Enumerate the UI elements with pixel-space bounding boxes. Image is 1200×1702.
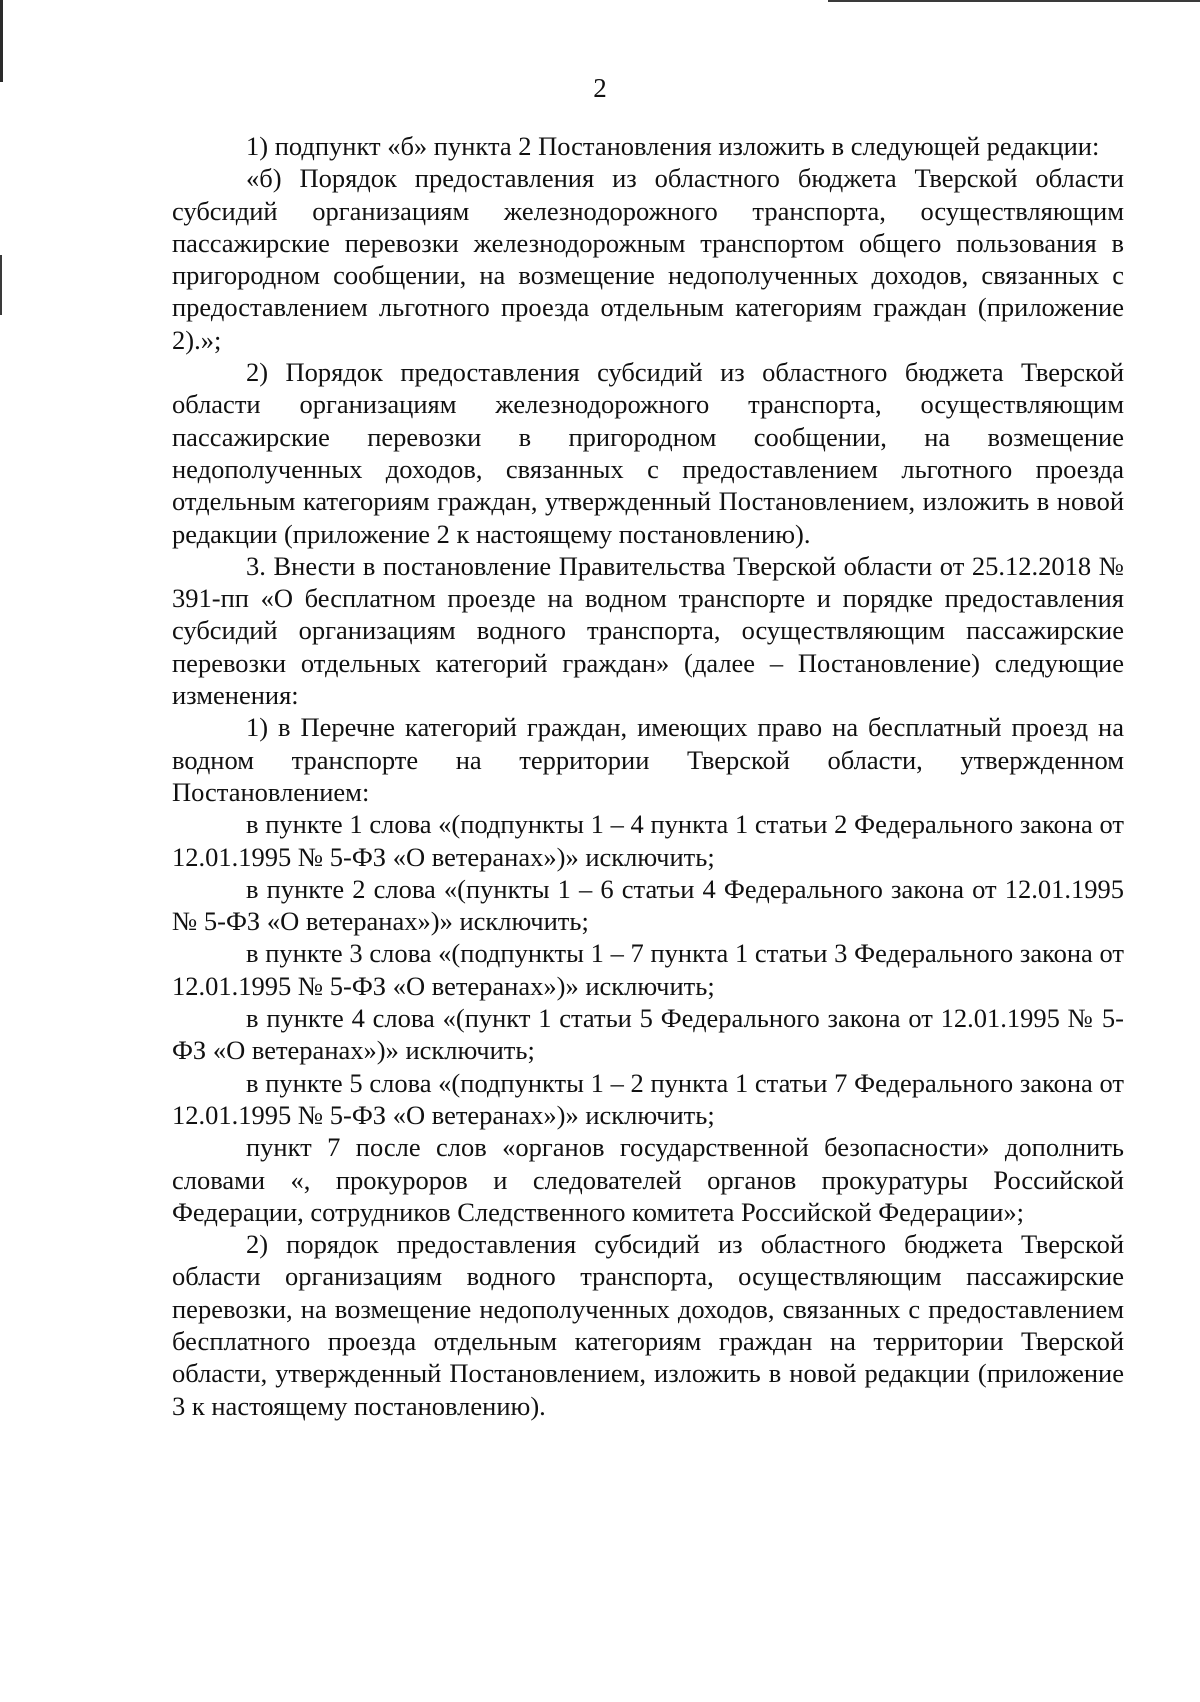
paragraph: в пункте 4 слова «(пункт 1 статьи 5 Федерального закона от 12.01.1995 № 5-ФЗ «О ветеранах»)» исключить; — [172, 1003, 1124, 1066]
paragraph: пункт 7 после слов «органов государственной безопасности» дополнить словами «, прокуроров и следователей органов прокуратуры Российской Федерации, сотрудников Следственного комитета Российской Федерации»; — [172, 1132, 1124, 1227]
scan-edge-mark — [828, 0, 1200, 2]
paragraph: в пункте 3 слова «(подпункты 1 – 7 пункта 1 статьи 3 Федерального закона от 12.01.1995 № 5-ФЗ «О ветеранах»)» исключить; — [172, 938, 1124, 1001]
paragraph: в пункте 5 слова «(подпункты 1 – 2 пункта 1 статьи 7 Федерального закона от 12.01.1995 № 5-ФЗ «О ветеранах»)» исключить; — [172, 1067, 1124, 1130]
paragraph: в пункте 1 слова «(подпункты 1 – 4 пункта 1 статьи 2 Федерального закона от 12.01.1995 № 5-ФЗ «О ветеранах»)» исключить; — [172, 809, 1124, 872]
document-body — [172, 130, 1124, 1422]
paragraph: 2) порядок предоставления субсидий из областного бюджета Тверской области организациям водного транспорта, осуществляющим пассажирские перевозки, на возмещение недополученных доходов, связанных с предоставлением бесплатного проезда отдельным категориям граждан на территории Тверской области, утвержденный Постановлением, изложить в новой редакции (приложение 3 к настоящему постановлению). — [172, 1229, 1124, 1421]
paragraph: в пункте 2 слова «(пункты 1 – 6 статьи 4 Федерального закона от 12.01.1995 № 5-ФЗ «О ветеранах»)» исключить; — [172, 873, 1124, 937]
paragraph: 1) в Перечне категорий граждан, имеющих право на бесплатный проезд на водном транспорте на территории Тверской области, утвержденном Постановлением: — [172, 712, 1124, 807]
scan-edge-mark — [0, 255, 2, 315]
paragraph: «б) Порядок предоставления из областного бюджета Тверской области субсидий организациям железнодорожного транспорта, осуществляющим пассажирские перевозки железнодорожным транспортом общего пользования в пригородном сообщении, на возмещение недополученных доходов, связанных с предоставлением льготного проезда отдельным категориям граждан (приложение 2).»; — [172, 163, 1124, 355]
paragraph: 3. Внести в постановление Правительства Тверской области от 25.12.2018 № 391-пп «О бесплатном проезде на водном транспорте и порядке предоставления субсидий организациям водного транспорта, осуществляющим пассажирские перевозки отдельных категорий граждан» (далее – Постановление) следующие изменения: — [172, 550, 1124, 711]
scan-edge-mark — [0, 0, 3, 82]
paragraph: 2) Порядок предоставления субсидий из областного бюджета Тверской области организациям железнодорожного транспорта, осуществляющим пассажирские перевозки в пригородном сообщении, на возмещение недополученных доходов, связанных с предоставлением льготного проезда отдельным категориям граждан, утвержденный Постановлением, изложить в новой редакции (приложение 2 к настоящему постановлению). — [172, 357, 1124, 549]
page-number: 2 — [593, 73, 607, 103]
paragraph: 1) подпункт «б» пункта 2 Постановления изложить в следующей редакции: — [246, 131, 1100, 161]
